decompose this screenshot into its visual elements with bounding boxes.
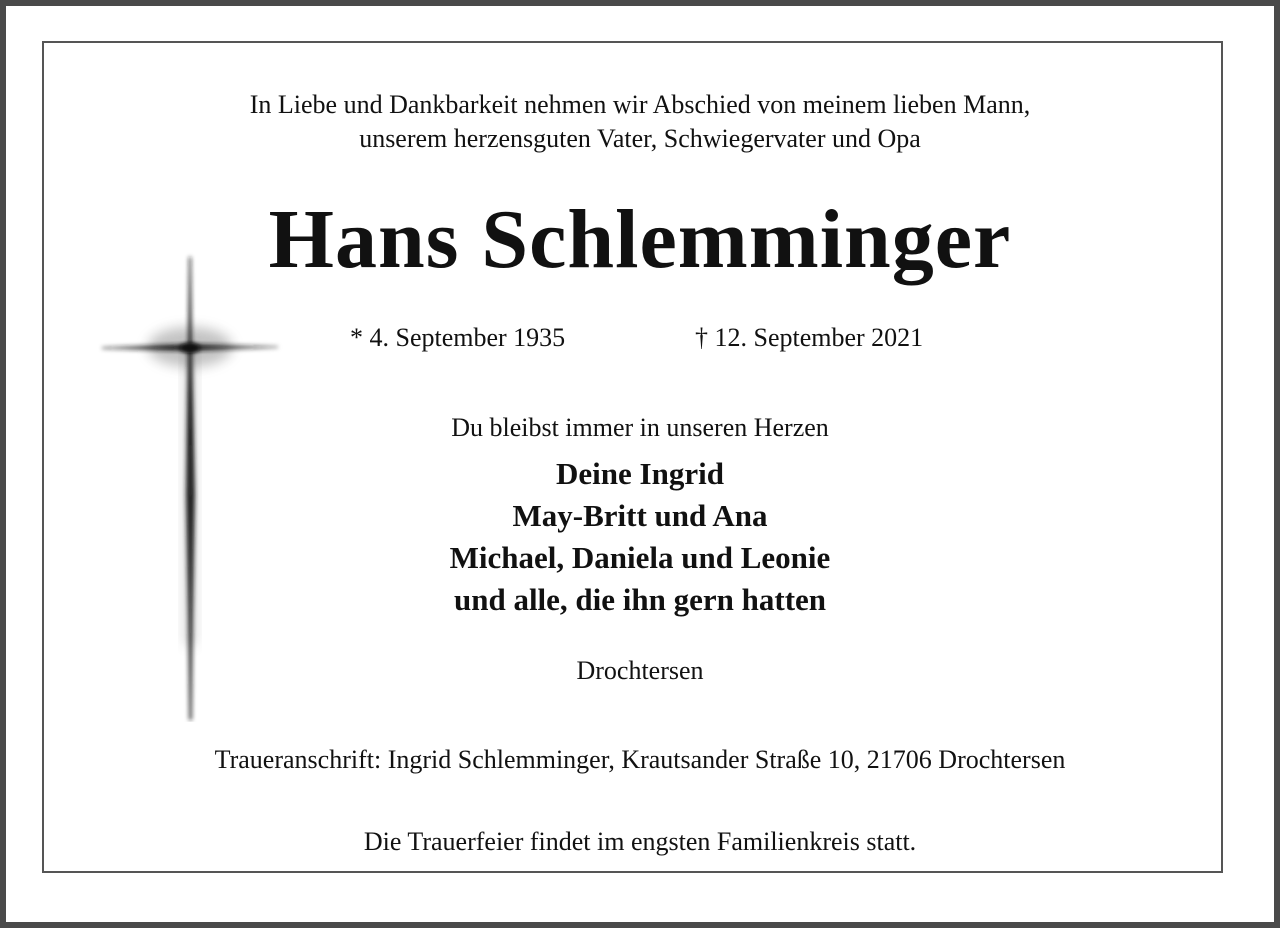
intro-line-2: unserem herzensguten Vater, Schwiegervater und Opa: [359, 124, 921, 153]
ceremony-note: Die Trauerfeier findet im engsten Familienkreis statt.: [363, 827, 917, 856]
deceased-name: Hans Schlemminger: [268, 193, 1012, 286]
family-signatures: [0, 453, 1280, 621]
intro-text: [0, 88, 1280, 156]
mourning-address: Traueranschrift: Ingrid Schlemminger, Krautsander Straße 10, 21706 Drochtersen: [214, 745, 1066, 774]
place-name: Drochtersen: [576, 656, 704, 685]
death-date: † 12. September 2021: [695, 323, 924, 352]
family-line: May-Britt und Ana: [512, 498, 768, 533]
motto-text: Du bleibst immer in unseren Herzen: [451, 413, 829, 442]
family-line: Deine Ingrid: [556, 456, 724, 491]
birth-date: * 4. September 1935: [350, 323, 566, 352]
family-line: und alle, die ihn gern hatten: [453, 582, 827, 617]
family-line: Michael, Daniela und Leonie: [449, 540, 831, 575]
intro-line-1: In Liebe und Dankbarkeit nehmen wir Abschied von meinem lieben Mann,: [249, 90, 1031, 119]
